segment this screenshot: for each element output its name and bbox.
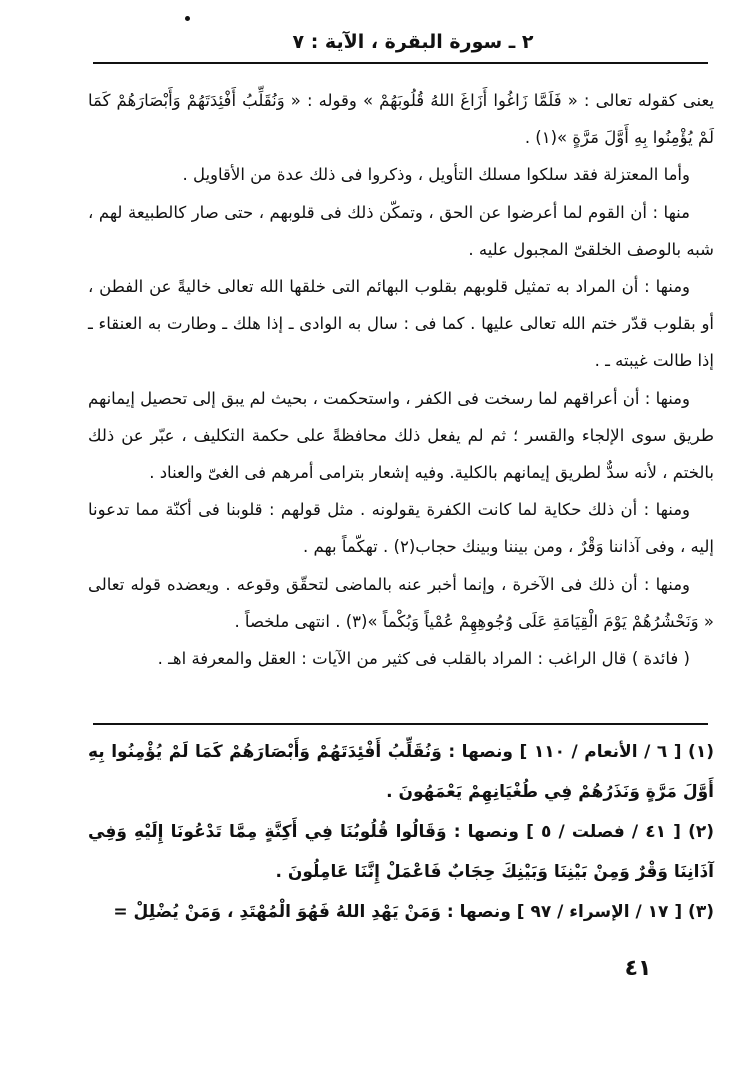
footnote-text: [ ٦ / الأنعام / ١١٠ ] ونصها : وَنُقَلِّبُ أَفْئِدَتَهُمْ وَأَبْصَارَهُمْ كَمَا لَمْ يُؤْمِنُوا بِهِ أَوَّلَ مَرَّةٍ وَنَذَرُهُمْ فِي طُغْيَانِهِمْ يَعْمَهُونَ . (88, 742, 714, 802)
paragraph: ومنها : أن ذلك حكاية لما كانت الكفرة يقولونه . مثل قولهم : قلوبنا فى أكنّة مما تدعونا إليه ، وفى آذاننا وَقْرٌ ، ومن بيننا وبينك حجاب(٢) . تهكّماً بهم . (88, 500, 714, 557)
footnote-text: [ ١٧ / الإسراء / ٩٧ ] ونصها : وَمَنْ يَهْدِ اللهُ فَهُوَ الْمُهْتَدِ ، وَمَنْ يُضْلِلْ = (113, 902, 683, 922)
footnotes (88, 732, 714, 932)
paragraph: منها : أن القوم لما أعرضوا عن الحق ، وتمكّن ذلك فى قلوبهم ، حتى صار كالطبيعة لهم ، شبه بالوصف الخلقىّ المجبول عليه . (88, 202, 714, 259)
footnote (88, 812, 714, 892)
footnote-number: (٣) (688, 902, 714, 922)
header-divider (93, 62, 708, 64)
main-text (88, 82, 714, 677)
paragraph: ومنها : أن ذلك فى الآخرة ، وإنما أخبر عنه بالماضى لتحقّق وقوعه . ويعضده قوله تعالى « وَنَحْشُرُهُمْ يَوْمَ الْقِيَامَةِ عَلَى وُجُوهِهِمْ عُمْياً وَبُكْماً »(٣) . انتهى ملخصاً . (88, 574, 714, 631)
page-number: ٤١ (624, 956, 652, 981)
paragraph: ومنها : أن أعراقهم لما رسخت فى الكفر ، واستحكمت ، بحيث لم يبق إلى تحصيل إيمانهم طريق سوى الإلجاء والقسر ؛ ثم لم يفعل ذلك محافظةً على حكمة التكليف ، عبّر عن ذلك بالختم ، لأنه سدٌّ لطريق إيمانهم بالكلية. وفيه إشعار بترامى أمرهم فى الغىّ والعناد . (88, 388, 714, 483)
footnote-text: [ ٤١ / فصلت / ٥ ] ونصها : وَقَالُوا قُلُوبُنَا فِي أَكِنَّةٍ مِمَّا تَدْعُونَا إِلَيْهِ وَفِي آذَانِنَا وَقْرٌ وَمِنْ بَيْنِنَا وَبَيْنِكَ حِجَابٌ فَاعْمَلْ إِنَّنَا عَامِلُونَ . (88, 822, 714, 882)
footnote-number: (١) (688, 742, 714, 762)
paragraph: وأما المعتزلة فقد سلكوا مسلك التأويل ، وذكروا فى ذلك عدة من الأقاويل . (182, 165, 690, 185)
footnote (88, 732, 714, 812)
footnote (88, 892, 714, 932)
footnote-number: (٢) (688, 822, 715, 842)
paragraph: يعنى كقوله تعالى : « فَلَمَّا زَاغُوا أَزَاغَ اللهُ قُلُوبَهُمْ » وقوله : « وَنُقَلِّبُ أَفْئِدَتَهُمْ وَأَبْصَارَهُمْ كَمَا لَمْ يُؤْمِنُوا بِهِ أَوَّلَ مَرَّةٍ »(١) . (88, 91, 714, 148)
footnote-divider (93, 723, 708, 725)
ink-dot (185, 16, 190, 21)
paragraph: ومنها : أن المراد به تمثيل قلوبهم بقلوب البهائم التى خلقها الله تعالى خاليةً عن الفطن ، أو بقلوب قدّر ختم الله تعالى عليها . كما فى : سال به الوادى ـ إذا هلك ـ وطارت به العنقاء ـ إذا طالت غيبته ـ . (88, 277, 714, 371)
running-header: ٢ ـ سورة البقرة ، الآية : ٧ (292, 31, 534, 53)
paragraph: ( فائدة ) قال الراغب : المراد بالقلب فى كثير من الآيات : العقل والمعرفة اهـ . (157, 649, 690, 669)
